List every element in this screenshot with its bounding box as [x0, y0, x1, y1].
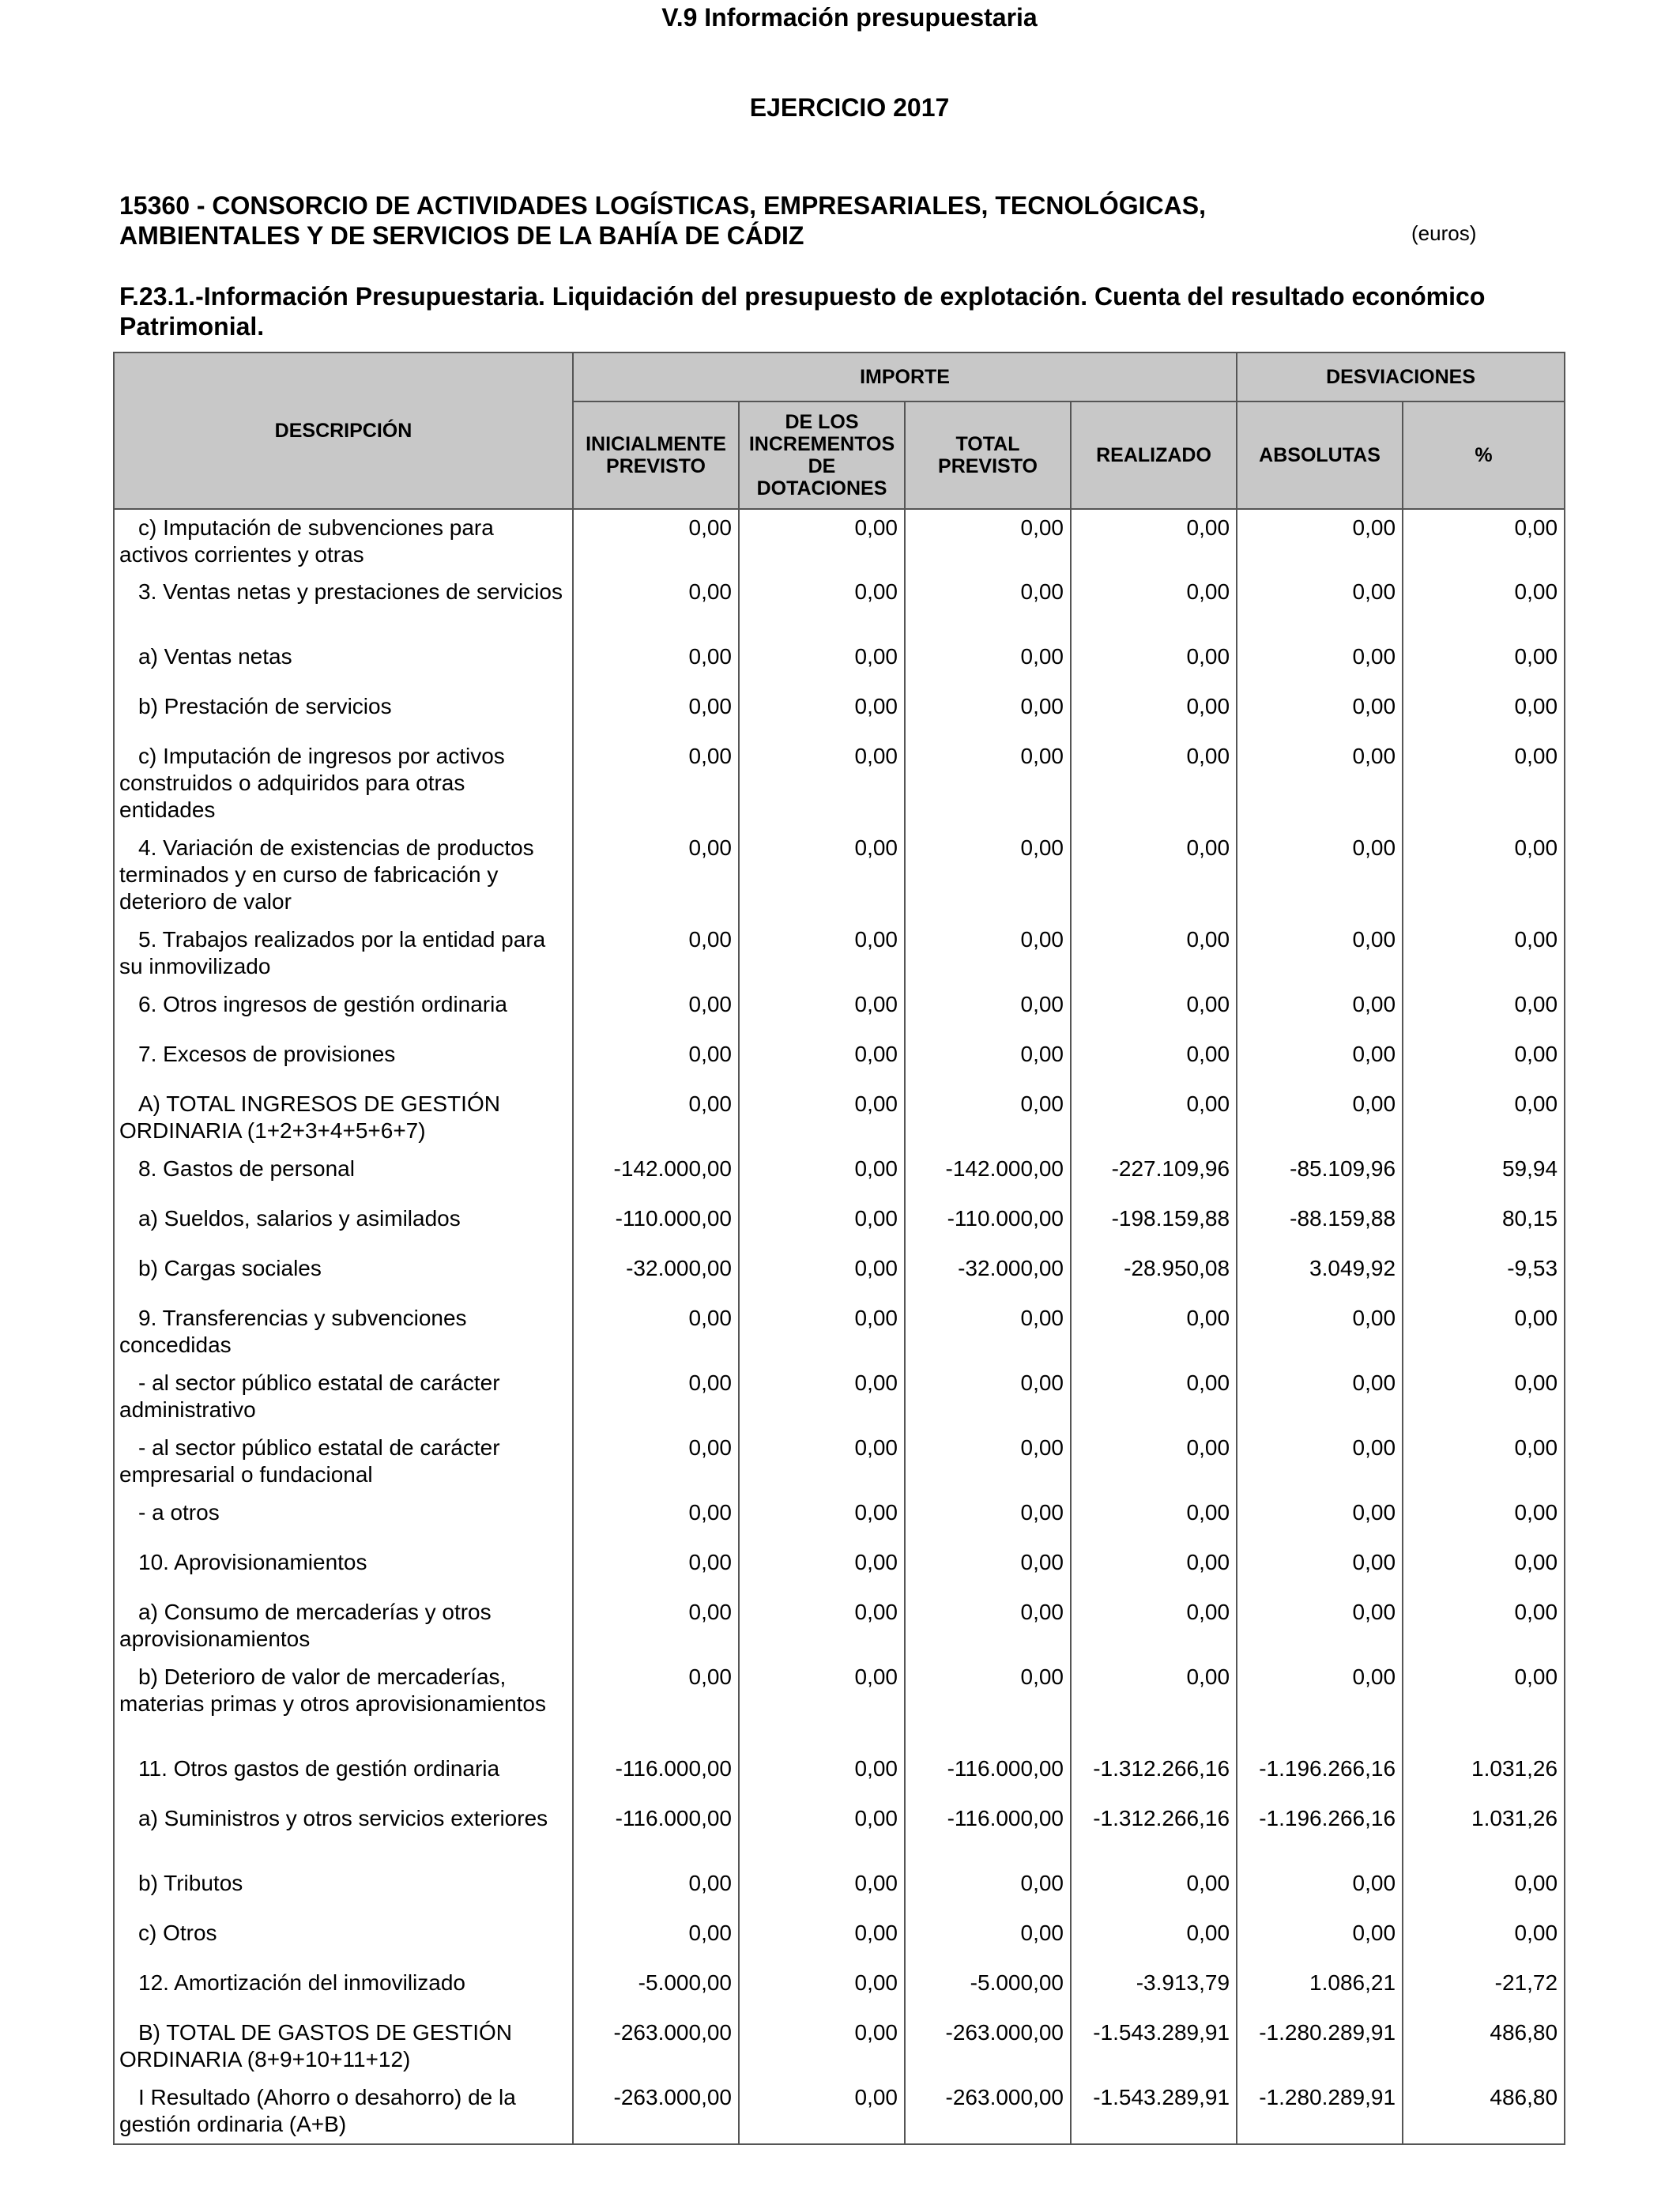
row-value: 0,00	[1237, 688, 1403, 738]
row-value: 80,15	[1403, 1201, 1565, 1250]
budget-table-body	[114, 509, 1565, 2144]
table-row	[114, 738, 1565, 830]
table-row	[114, 1594, 1565, 1659]
table-row	[114, 1201, 1565, 1250]
row-value: -1.280.289,91	[1237, 2079, 1403, 2144]
row-value: 0,00	[1403, 688, 1565, 738]
row-value: 0,00	[1071, 1915, 1237, 1965]
row-value: 0,00	[739, 1151, 905, 1201]
row-value: 0,00	[1071, 1495, 1237, 1544]
row-value: 0,00	[739, 1430, 905, 1495]
row-description: 9. Transferencias y subvenciones concedidas	[114, 1300, 573, 1365]
row-value: 0,00	[739, 1751, 905, 1800]
table-row	[114, 639, 1565, 688]
row-description: I Resultado (Ahorro o desahorro) de la gestión ordinaria (A+B)	[114, 2079, 573, 2144]
row-value: -1.312.266,16	[1071, 1751, 1237, 1800]
table-row	[114, 509, 1565, 574]
row-value: 0,00	[739, 509, 905, 574]
row-value: 0,00	[739, 1800, 905, 1865]
row-value: -1.196.266,16	[1237, 1800, 1403, 1865]
row-description: a) Ventas netas	[114, 639, 573, 688]
row-value: 0,00	[573, 1430, 739, 1495]
row-value: 0,00	[1237, 830, 1403, 922]
row-value: -1.543.289,91	[1071, 2079, 1237, 2144]
row-value: 0,00	[905, 688, 1071, 738]
row-value: 0,00	[573, 1300, 739, 1365]
row-value: 0,00	[573, 1036, 739, 1086]
row-value: 0,00	[1403, 509, 1565, 574]
row-value: 0,00	[1237, 922, 1403, 986]
currency-units: (euros)	[1411, 221, 1477, 245]
row-value: 0,00	[739, 1250, 905, 1300]
row-value: 0,00	[1071, 1865, 1237, 1915]
row-description: a) Suministros y otros servicios exteriores	[114, 1800, 573, 1865]
row-value: 0,00	[1237, 738, 1403, 830]
row-value: 0,00	[1071, 509, 1237, 574]
row-description: b) Prestación de servicios	[114, 688, 573, 738]
section-title: V.9 Información presupuestaria	[661, 3, 1038, 32]
row-value: 0,00	[739, 1965, 905, 2015]
table-row	[114, 2079, 1565, 2144]
row-description: 12. Amortización del inmovilizado	[114, 1965, 573, 2015]
row-value: 0,00	[1071, 922, 1237, 986]
row-value: 0,00	[573, 1086, 739, 1151]
row-value: 0,00	[905, 1915, 1071, 1965]
row-value: 0,00	[1071, 1300, 1237, 1365]
row-value: 0,00	[739, 1594, 905, 1659]
row-value: 0,00	[905, 1365, 1071, 1430]
table-row	[114, 1800, 1565, 1865]
row-value: 0,00	[905, 1036, 1071, 1086]
row-value: -21,72	[1403, 1965, 1565, 2015]
row-value: 0,00	[905, 1086, 1071, 1151]
row-value: 0,00	[1237, 1594, 1403, 1659]
row-description: - a otros	[114, 1495, 573, 1544]
row-value: 0,00	[1071, 1365, 1237, 1430]
table-row	[114, 574, 1565, 639]
row-value: 0,00	[573, 1915, 739, 1965]
table-row	[114, 830, 1565, 922]
row-description: b) Deterioro de valor de mercaderías, materias primas y otros aprovisionamientos	[114, 1659, 573, 1751]
row-value: 0,00	[739, 1036, 905, 1086]
row-value: 0,00	[1237, 1865, 1403, 1915]
row-value: -116.000,00	[905, 1800, 1071, 1865]
row-value: 0,00	[1403, 1365, 1565, 1430]
row-value: 0,00	[905, 1544, 1071, 1594]
row-value: -3.913,79	[1071, 1965, 1237, 2015]
row-value: 59,94	[1403, 1151, 1565, 1201]
row-value: 0,00	[739, 1544, 905, 1594]
table-row	[114, 1915, 1565, 1965]
row-value: -85.109,96	[1237, 1151, 1403, 1201]
row-value: 0,00	[573, 1865, 739, 1915]
table-row	[114, 1965, 1565, 2015]
report-title: F.23.1.-Información Presupuestaria. Liquidación del presupuesto de explotación. Cuenta del resultado económico Patrimonial.	[119, 282, 1486, 341]
row-description: - al sector público estatal de carácter administrativo	[114, 1365, 573, 1430]
row-value: 0,00	[1403, 639, 1565, 688]
header-incrementos-dotaciones: DE LOS INCREMENTOS DE DOTACIONES	[739, 401, 905, 509]
row-value: 0,00	[573, 1544, 739, 1594]
table-row	[114, 1250, 1565, 1300]
table-row	[114, 688, 1565, 738]
row-value: 0,00	[739, 1495, 905, 1544]
table-row	[114, 1151, 1565, 1201]
budget-table	[113, 352, 1565, 2145]
row-value: 0,00	[1403, 1659, 1565, 1751]
row-value: 0,00	[1403, 986, 1565, 1036]
row-value: 0,00	[739, 986, 905, 1036]
row-value: -5.000,00	[573, 1965, 739, 2015]
row-value: 0,00	[1071, 1594, 1237, 1659]
table-row	[114, 1751, 1565, 1800]
row-value: -263.000,00	[573, 2079, 739, 2144]
table-row	[114, 1036, 1565, 1086]
entity-name-line-1: 15360 - CONSORCIO DE ACTIVIDADES LOGÍSTICAS, EMPRESARIALES, TECNOLÓGICAS,	[119, 191, 1206, 220]
row-value: 0,00	[573, 1365, 739, 1430]
row-value: 0,00	[1071, 688, 1237, 738]
row-value: 0,00	[1071, 1430, 1237, 1495]
row-value: 0,00	[1071, 1086, 1237, 1151]
exercise-year: EJERCICIO 2017	[749, 93, 950, 122]
row-value: -110.000,00	[905, 1201, 1071, 1250]
row-value: 0,00	[573, 986, 739, 1036]
row-value: 0,00	[1403, 830, 1565, 922]
row-value: -110.000,00	[573, 1201, 739, 1250]
row-value: 0,00	[905, 830, 1071, 922]
row-value: 0,00	[1403, 1300, 1565, 1365]
table-row	[114, 986, 1565, 1036]
row-value: 0,00	[905, 1430, 1071, 1495]
row-value: -32.000,00	[573, 1250, 739, 1300]
row-value: 0,00	[1237, 639, 1403, 688]
row-value: 0,00	[739, 1865, 905, 1915]
row-value: 486,80	[1403, 2079, 1565, 2144]
table-row	[114, 922, 1565, 986]
row-value: -263.000,00	[905, 2079, 1071, 2144]
row-description: c) Imputación de ingresos por activos construidos o adquiridos para otras entidades	[114, 738, 573, 830]
row-value: 0,00	[573, 1659, 739, 1751]
row-value: 0,00	[1071, 986, 1237, 1036]
row-value: -88.159,88	[1237, 1201, 1403, 1250]
row-value: 0,00	[1237, 1036, 1403, 1086]
row-value: 0,00	[1071, 1036, 1237, 1086]
row-value: 0,00	[1237, 1365, 1403, 1430]
table-row	[114, 1365, 1565, 1430]
row-value: 0,00	[1237, 574, 1403, 639]
row-value: 0,00	[1071, 574, 1237, 639]
row-description: a) Sueldos, salarios y asimilados	[114, 1201, 573, 1250]
row-value: 486,80	[1403, 2015, 1565, 2079]
row-value: 0,00	[1403, 1865, 1565, 1915]
row-value: -116.000,00	[573, 1751, 739, 1800]
entity-name	[119, 190, 1384, 251]
table-row	[114, 1544, 1565, 1594]
row-value: 1.031,26	[1403, 1751, 1565, 1800]
row-value: -5.000,00	[905, 1965, 1071, 2015]
row-value: 0,00	[573, 509, 739, 574]
table-row	[114, 1300, 1565, 1365]
row-value: -142.000,00	[905, 1151, 1071, 1201]
row-value: 0,00	[573, 1594, 739, 1659]
row-description: 5. Trabajos realizados por la entidad para su inmovilizado	[114, 922, 573, 986]
row-value: 0,00	[1237, 1495, 1403, 1544]
row-value: -1.543.289,91	[1071, 2015, 1237, 2079]
row-value: 0,00	[905, 1659, 1071, 1751]
row-description: 10. Aprovisionamientos	[114, 1544, 573, 1594]
row-value: -116.000,00	[905, 1751, 1071, 1800]
row-value: -142.000,00	[573, 1151, 739, 1201]
row-value: 0,00	[573, 922, 739, 986]
row-value: 0,00	[905, 574, 1071, 639]
entity-name-line-2: AMBIENTALES Y DE SERVICIOS DE LA BAHÍA DE CÁDIZ	[119, 221, 804, 250]
row-value: 0,00	[739, 2015, 905, 2079]
row-value: -263.000,00	[905, 2015, 1071, 2079]
row-value: 0,00	[905, 922, 1071, 986]
header-absolutas: ABSOLUTAS	[1237, 401, 1403, 509]
table-row	[114, 2015, 1565, 2079]
row-value: 0,00	[573, 1495, 739, 1544]
row-value: 0,00	[905, 1300, 1071, 1365]
table-row	[114, 1495, 1565, 1544]
row-value: 0,00	[1237, 1430, 1403, 1495]
row-value: 0,00	[739, 1365, 905, 1430]
row-value: 0,00	[1403, 1594, 1565, 1659]
row-value: 0,00	[905, 738, 1071, 830]
table-row	[114, 1086, 1565, 1151]
header-realizado: REALIZADO	[1071, 401, 1237, 509]
header-total-previsto: TOTAL PREVISTO	[905, 401, 1071, 509]
row-value: 0,00	[1071, 639, 1237, 688]
row-description: B) TOTAL DE GASTOS DE GESTIÓN ORDINARIA (8+9+10+11+12)	[114, 2015, 573, 2079]
row-value: 0,00	[573, 738, 739, 830]
table-row	[114, 1865, 1565, 1915]
row-value: -116.000,00	[573, 1800, 739, 1865]
row-description: 8. Gastos de personal	[114, 1151, 573, 1201]
row-value: 0,00	[905, 639, 1071, 688]
row-description: b) Tributos	[114, 1865, 573, 1915]
row-value: 0,00	[1237, 1300, 1403, 1365]
row-description: 6. Otros ingresos de gestión ordinaria	[114, 986, 573, 1036]
row-value: 0,00	[739, 1201, 905, 1250]
row-value: 0,00	[1237, 1915, 1403, 1965]
row-value: -227.109,96	[1071, 1151, 1237, 1201]
row-value: 0,00	[1403, 1430, 1565, 1495]
row-value: 1.031,26	[1403, 1800, 1565, 1865]
row-value: 0,00	[573, 639, 739, 688]
row-value: 0,00	[1071, 830, 1237, 922]
row-value: 0,00	[1403, 922, 1565, 986]
row-value: 0,00	[1071, 738, 1237, 830]
row-description: 7. Excesos de provisiones	[114, 1036, 573, 1086]
header-inicialmente-previsto: INICIALMENTE PREVISTO	[573, 401, 739, 509]
row-value: 0,00	[739, 1915, 905, 1965]
row-value: -9,53	[1403, 1250, 1565, 1300]
row-value: 0,00	[905, 1594, 1071, 1659]
row-value: 0,00	[573, 688, 739, 738]
row-value: -1.280.289,91	[1237, 2015, 1403, 2079]
row-value: 0,00	[905, 1865, 1071, 1915]
row-description: a) Consumo de mercaderías y otros aprovisionamientos	[114, 1594, 573, 1659]
row-value: -1.312.266,16	[1071, 1800, 1237, 1865]
row-value: -32.000,00	[905, 1250, 1071, 1300]
row-value: 3.049,92	[1237, 1250, 1403, 1300]
row-value: 0,00	[1403, 1915, 1565, 1965]
row-description: c) Otros	[114, 1915, 573, 1965]
row-value: 0,00	[1071, 1659, 1237, 1751]
row-value: 0,00	[1403, 738, 1565, 830]
row-value: 1.086,21	[1237, 1965, 1403, 2015]
row-value: 0,00	[739, 1300, 905, 1365]
row-value: 0,00	[1237, 986, 1403, 1036]
row-value: 0,00	[739, 738, 905, 830]
row-value: 0,00	[1403, 1544, 1565, 1594]
row-description: - al sector público estatal de carácter empresarial o fundacional	[114, 1430, 573, 1495]
header-descripcion: DESCRIPCIÓN	[114, 352, 573, 509]
row-description: c) Imputación de subvenciones para activos corrientes y otras	[114, 509, 573, 574]
row-value: 0,00	[1403, 1086, 1565, 1151]
row-value: 0,00	[739, 1086, 905, 1151]
row-value: 0,00	[905, 1495, 1071, 1544]
row-value: -1.196.266,16	[1237, 1751, 1403, 1800]
row-description: 11. Otros gastos de gestión ordinaria	[114, 1751, 573, 1800]
row-value: 0,00	[1237, 1086, 1403, 1151]
row-description: 4. Variación de existencias de productos terminados y en curso de fabricación y deterioro de valor	[114, 830, 573, 922]
row-value: 0,00	[573, 830, 739, 922]
header-porcentaje: %	[1403, 401, 1565, 509]
row-value: 0,00	[739, 830, 905, 922]
table-row	[114, 1659, 1565, 1751]
row-value: 0,00	[905, 986, 1071, 1036]
table-row	[114, 1430, 1565, 1495]
row-value: 0,00	[1403, 1495, 1565, 1544]
row-value: -28.950,08	[1071, 1250, 1237, 1300]
row-value: -263.000,00	[573, 2015, 739, 2079]
header-desviaciones: DESVIACIONES	[1237, 352, 1565, 401]
row-value: 0,00	[1403, 574, 1565, 639]
row-value: 0,00	[739, 574, 905, 639]
row-value: 0,00	[739, 639, 905, 688]
row-value: 0,00	[1237, 509, 1403, 574]
row-value: 0,00	[739, 1659, 905, 1751]
row-description: 3. Ventas netas y prestaciones de servicios	[114, 574, 573, 639]
row-value: 0,00	[905, 509, 1071, 574]
row-value: -198.159,88	[1071, 1201, 1237, 1250]
row-description: A) TOTAL INGRESOS DE GESTIÓN ORDINARIA (1+2+3+4+5+6+7)	[114, 1086, 573, 1151]
row-value: 0,00	[739, 922, 905, 986]
row-description: b) Cargas sociales	[114, 1250, 573, 1300]
row-value: 0,00	[739, 688, 905, 738]
header-importe: IMPORTE	[573, 352, 1237, 401]
row-value: 0,00	[1403, 1036, 1565, 1086]
row-value: 0,00	[739, 2079, 905, 2144]
row-value: 0,00	[1237, 1544, 1403, 1594]
row-value: 0,00	[1071, 1544, 1237, 1594]
row-value: 0,00	[1237, 1659, 1403, 1751]
row-value: 0,00	[573, 574, 739, 639]
